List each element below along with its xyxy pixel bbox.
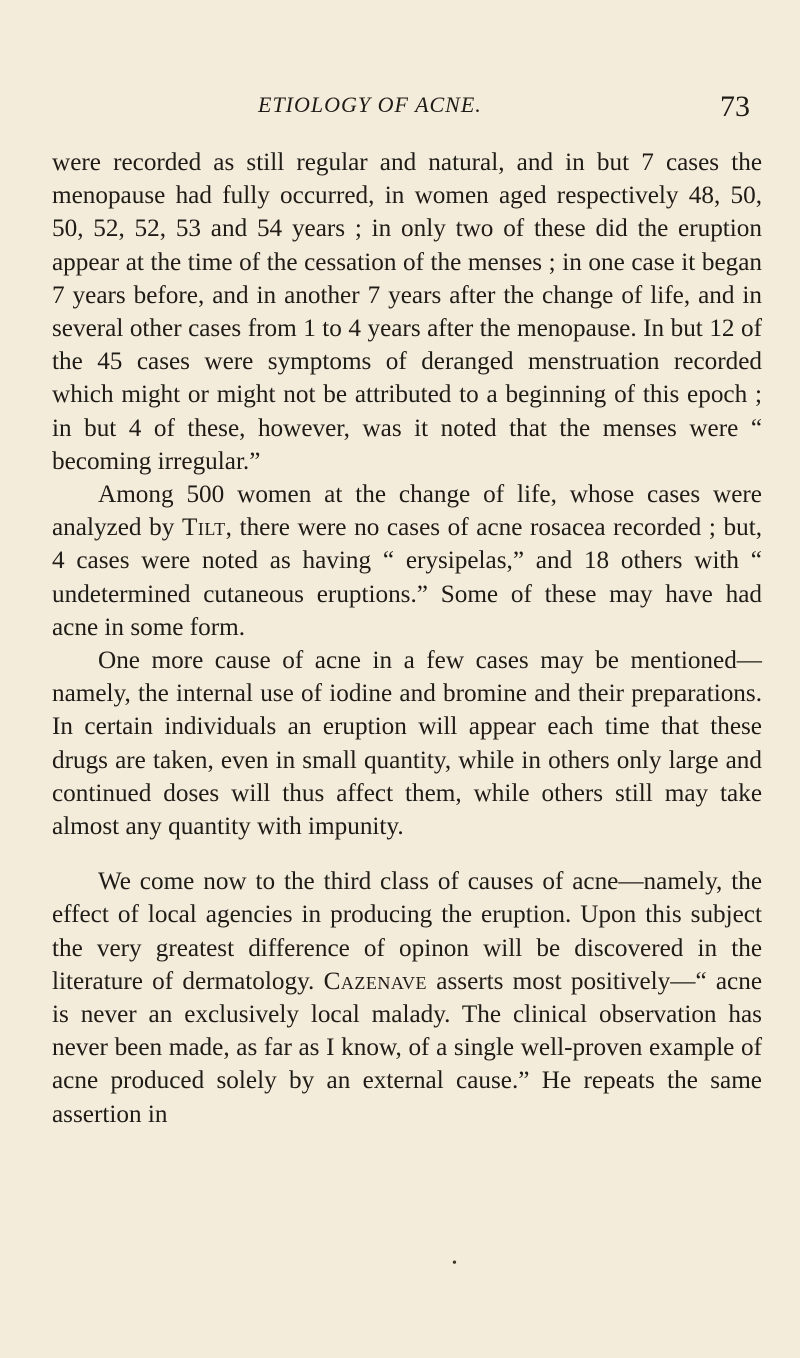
running-head: [70, 92, 770, 132]
paragraph-menopause-cases: were recorded as still regular and natural, and in but 7 cases the menopause had fully occurred, in women aged respectively 48, 50, 50, 52, 52, 53 and 54 years ; in only two of these did the eruption appear at the time of the cessation of the menses ; in one case it began 7 years before, and in another 7 years after the change of life, and in several other cases from 1 to 4 years after the menopause. In but 12 of the 45 cases were symptoms of deranged menstruation recorded which might or might not be attributed to a beginning of this epoch ; in but 4 of these, however, was it noted that the menses were “ becoming irregular.”: [52, 149, 762, 475]
paragraph-iodine-bromine: One more cause of acne in a few cases may be mentioned—namely, the internal use of iodine and bromine and their preparations. In certain individuals an eruption will appear each time that these drugs are taken, even in small quantity, while in others only large and continued doses will thus affect them, while others still may take almost any quantity with impunity.: [52, 647, 762, 841]
stray-ink-mark: •: [452, 1256, 457, 1271]
paragraph-local-agencies: We come now to the third class of causes of acne—namely, the effect of local agencies in producing the eruption. Upon this subject the very greatest difference of opinon will be discovered in the literature of dermatology. Cazenave asserts most positively—“ acne is never an exclusively local malady. The clinical observation has never been made, as far as I know, of a single well-proven example of acne produced solely by an external cause.” He repeats the same assertion in: [52, 868, 763, 1128]
page-number: 73: [720, 90, 750, 123]
running-title: ETIOLOGY OF ACNE.: [258, 92, 482, 117]
body-text: [52, 146, 762, 1131]
author-name-tilt: Tilt: [181, 514, 226, 542]
author-name-cazenave: Cazenave: [323, 967, 428, 995]
paragraph-tilt-analysis: Among 500 women at the change of life, whose cases were analyzed by Tilt, there were no cases of acne rosacea recorded ; but, 4 cases were noted as having “ erysipelas,” and 18 others with “ undetermined cutaneous eruptions.” Some of these may have had acne in some form.: [52, 481, 762, 641]
